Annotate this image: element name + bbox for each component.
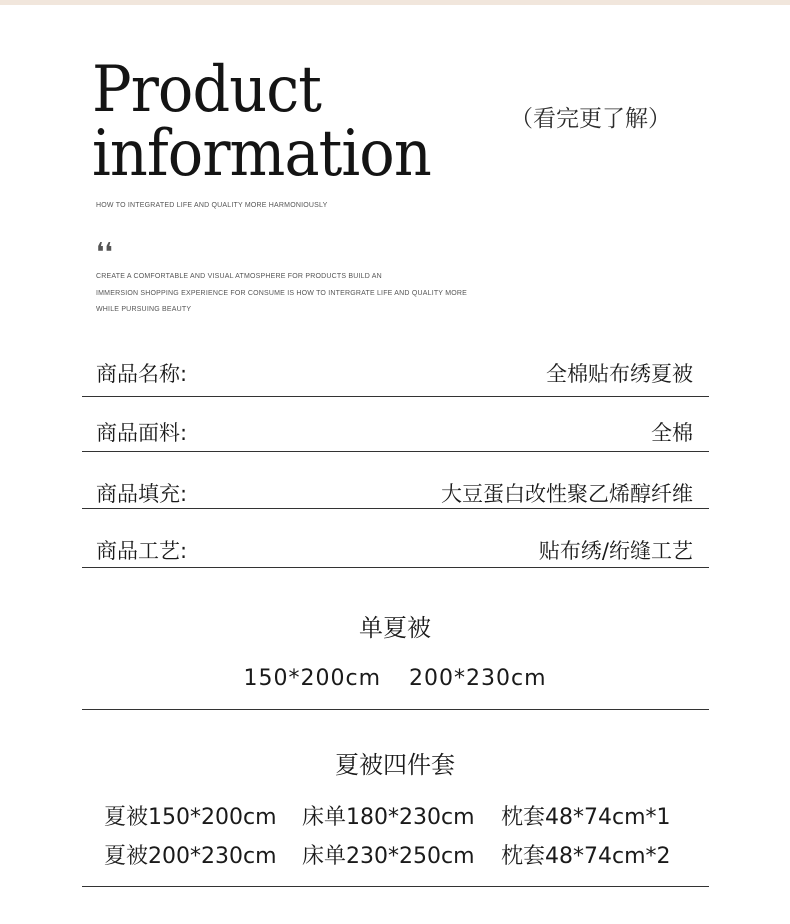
spec-value: 全棉贴布绣夏被 [546,362,693,386]
single-quilt-title: 单夏被 [359,614,431,642]
quote-mark-icon: ❛❛ [96,238,113,268]
single-quilt-sizes [0,666,790,691]
divider [82,709,709,710]
divider [82,886,709,887]
spec-label: 商品名称: [96,362,188,386]
set-item-sheet: 床单180*230cm [302,805,475,830]
spec-row-craft [82,508,709,568]
title-information: information [92,117,431,191]
spec-value: 大豆蛋白改性聚乙烯醇纤维 [441,482,693,506]
set-item-quilt: 夏被200*230cm [104,844,277,869]
set-item-sheet: 床单230*250cm [302,844,475,869]
top-color-band [0,0,790,5]
set-size-row-1 [104,800,671,831]
set-item-pillowcase: 枕套48*74cm*1 [501,805,671,830]
size-option: 150*200cm [243,666,381,691]
size-option: 200*230cm [409,666,547,691]
spec-value: 贴布绣/绗缝工艺 [538,539,693,563]
spec-value: 全棉 [651,421,693,445]
spec-row-fabric [82,396,709,452]
read-more-hint: （看完更了解） [510,106,671,132]
spec-row-filling [82,451,709,509]
tagline: HOW TO INTEGRATED LIFE AND QUALITY MORE HARMONIOUSLY [96,202,328,209]
set-size-row-2 [104,839,671,870]
title-product: Product [92,53,322,127]
four-piece-set-title: 夏被四件套 [335,751,455,779]
description-line-3: WHILE PURSUING BEAUTY [96,306,192,313]
description-line-2: IMMERSION SHOPPING EXPERIENCE FOR CONSUME IS HOW TO INTERGRATE LIFE AND QUALITY MORE [96,290,467,297]
spec-label: 商品面料: [96,421,188,445]
set-item-quilt: 夏被150*200cm [104,805,277,830]
set-item-pillowcase: 枕套48*74cm*2 [501,844,671,869]
description-line-1: CREATE A COMFORTABLE AND VISUAL ATMOSPHERE FOR PRODUCTS BUILD AN [96,273,382,280]
spec-row-name [82,350,709,397]
spec-label: 商品填充: [96,482,188,506]
spec-label: 商品工艺: [96,539,188,563]
